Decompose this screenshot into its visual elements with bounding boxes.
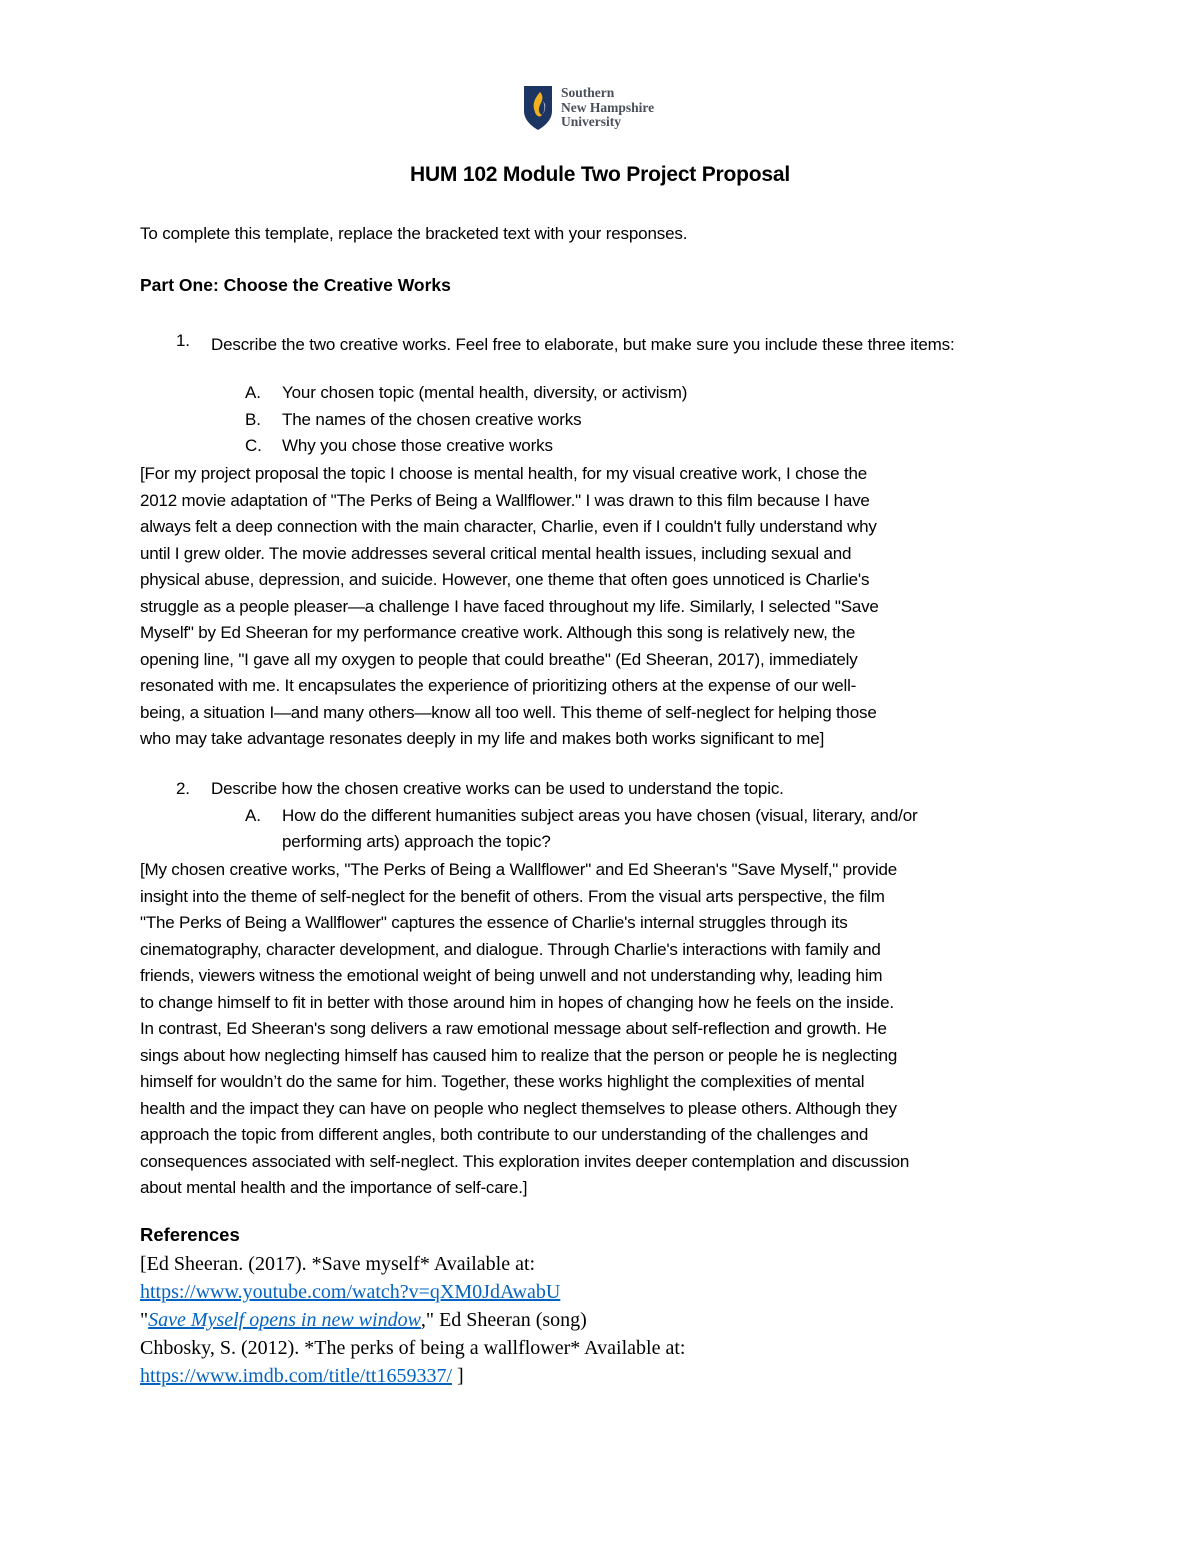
reference-line [140, 1362, 685, 1390]
save-myself-link[interactable]: Save Myself opens in new window [148, 1309, 421, 1331]
answer-line: physical abuse, depression, and suicide. However, one theme that often goes unnoticed is Charlie's [140, 570, 870, 589]
question-2-answer [140, 857, 1080, 1202]
reference-line [140, 1278, 685, 1306]
references-list [140, 1250, 685, 1390]
answer-line: friends, viewers witness the emotional weight of being unwell and not understanding why, leading him [140, 966, 883, 985]
answer-line: until I grew older. The movie addresses several critical mental health issues, including sexual and [140, 543, 852, 563]
answer-line: to change himself to fit in better with those around him in hopes of changing how he feels on the inside. [140, 992, 894, 1012]
item-text: performing arts) approach the topic? [282, 832, 551, 851]
item-text: Your chosen topic (mental health, diversity, or activism) [282, 383, 688, 402]
question-1-text: Describe the two creative works. Feel free to elaborate, but make sure you include these three items: [211, 335, 955, 354]
question-2-text: Describe how the chosen creative works can be used to understand the topic. [211, 779, 784, 798]
page-title: HUM 102 Module Two Project Proposal [409, 163, 790, 186]
answer-line: struggle as a people pleaser—a challenge I have faced throughout my life. Similarly, I selected "Save [140, 596, 879, 616]
item-text: The names of the chosen creative works [282, 410, 582, 429]
item-text: Why you chose those creative works [282, 436, 553, 455]
answer-line: 2012 movie adaptation of "The Perks of Being a Wallflower." I was drawn to this film because I have [140, 490, 870, 510]
item-label: C. [245, 436, 262, 455]
answer-line: consequences associated with self-neglect. This exploration invites deeper contemplation and discussion [140, 1151, 910, 1171]
answer-line: approach the topic from different angles, both contribute to our understanding of the challenges and [140, 1125, 869, 1144]
question-1-answer [140, 461, 1080, 753]
answer-line: insight into the theme of self-neglect for the benefit of others. From the visual arts perspective, the film [140, 886, 885, 906]
item-label: A. [245, 383, 261, 402]
answer-line: opening line, "I gave all my oxygen to people that could breathe" (Ed Sheeran, 2017), immediately [140, 649, 858, 669]
answer-line: always felt a deep connection with the main character, Charlie, even if I couldn't fully understand why [140, 517, 877, 536]
answer-line: Myself" by Ed Sheeran for my performance creative work. Although this song is relatively new, the [140, 623, 856, 642]
answer-line: [My chosen creative works, "The Perks of Being a Wallflower" and Ed Sheeran's "Save Myself," provide [140, 860, 897, 879]
intro-instructions: To complete this template, replace the bracketed text with your responses. [140, 224, 688, 243]
answer-line: being, a situation I—and many others—know all too well. This theme of self-neglect for helping those [140, 702, 877, 722]
part-one-heading: Part One: Choose the Creative Works [140, 275, 451, 295]
item-label: A. [245, 806, 261, 825]
reference-line: [Ed Sheeran. (2017). *Save myself* Available at: [140, 1253, 536, 1275]
item-text: How do the different humanities subject areas you have chosen (visual, literary, and/or [282, 806, 918, 825]
answer-line: [For my project proposal the topic I choose is mental health, for my visual creative work, I chose the [140, 464, 867, 483]
imdb-link[interactable]: https://www.imdb.com/title/tt1659337/ [140, 1365, 453, 1387]
question-1-number: 1. [176, 331, 190, 350]
answer-line: himself for wouldn’t do the same for him. Together, these works highlight the complexities of mental [140, 1072, 865, 1091]
reference-rest: ," Ed Sheeran (song) [420, 1309, 587, 1331]
answer-line: cinematography, character development, and dialogue. Through Charlie's interactions with family and [140, 939, 881, 959]
item-label: B. [245, 410, 261, 429]
answer-line: who may take advantage resonates deeply in my life and makes both works significant to me] [140, 729, 825, 748]
answer-line: about mental health and the importance of self-care.] [140, 1178, 528, 1197]
answer-line: sings about how neglecting himself has caused him to realize that the person or people he is neglecting [140, 1045, 898, 1065]
answer-line: resonated with me. It encapsulates the experience of prioritizing others at the expense of our well- [140, 676, 857, 695]
shield-flame-icon [523, 85, 553, 131]
logo-line-1: Southern [561, 85, 615, 101]
answer-line: health and the impact they can have on people who neglect themselves to please others. Although they [140, 1098, 897, 1118]
reference-closing: ] [452, 1365, 464, 1387]
youtube-link[interactable]: https://www.youtube.com/watch?v=qXM0JdAwabU [140, 1281, 561, 1303]
university-logo [523, 82, 683, 134]
answer-line: "The Perks of Being a Wallflower" captures the essence of Charlie's internal struggles through its [140, 913, 848, 932]
answer-line: In contrast, Ed Sheeran's song delivers a raw emotional message about self-reflection and growth. He [140, 1019, 887, 1038]
quote-mark: " [140, 1309, 149, 1331]
logo-line-3: University [561, 114, 621, 130]
references-heading: References [140, 1224, 240, 1245]
logo-line-2: New Hampshire [561, 99, 655, 115]
reference-line: Chbosky, S. (2012). *The perks of being a wallflower* Available at: [140, 1337, 686, 1359]
question-2-number: 2. [176, 779, 190, 798]
reference-line [140, 1306, 685, 1334]
logo-wordmark [561, 86, 654, 130]
